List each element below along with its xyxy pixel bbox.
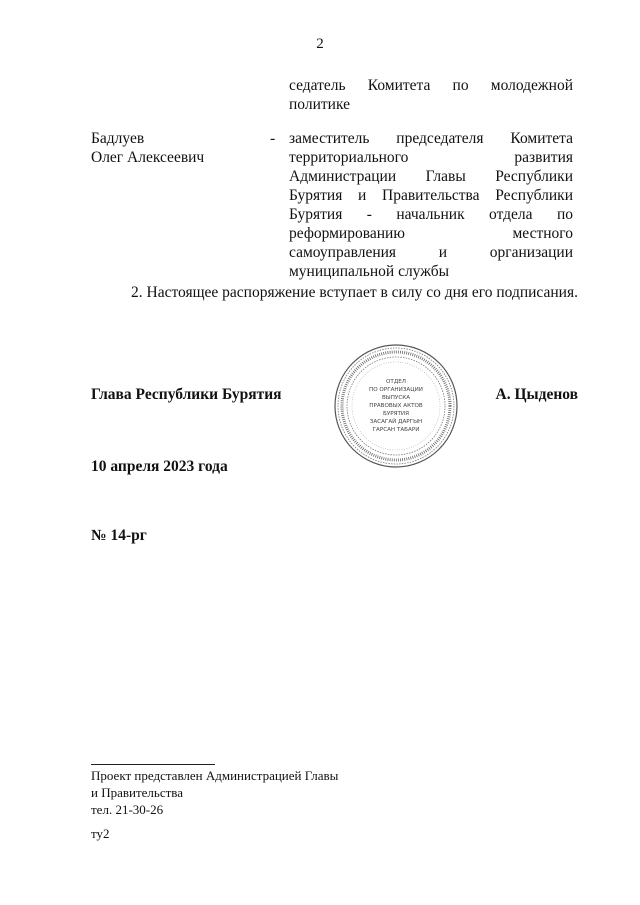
member-name (91, 129, 204, 167)
seal-line: ЗАСАГАЙ ДАРГЫН (369, 419, 423, 425)
signatory-name: А. Цыденов (495, 386, 578, 403)
member-given-names: Олег Алексеевич (91, 149, 205, 166)
seal-line: БУРЯТИЯ (383, 411, 409, 417)
footer-line: и Правительства (91, 785, 184, 800)
member-dash: - (270, 130, 276, 147)
seal-graphic (333, 343, 459, 469)
document-date: 10 апреля 2023 года (91, 458, 228, 475)
document-number: № 14-рг (91, 527, 147, 544)
footer-rule (91, 764, 215, 765)
member-surname: Бадлуев (91, 130, 145, 147)
footer-phone: тел. 21-30-26 (91, 802, 164, 817)
member-role: заместитель председателя Комитета территориального развития Администрации Главы Республики Бурятия и Правительства Республики Бурятия - начальник отдела по реформированию местного самоуправления и организации муниципальной службы (289, 130, 573, 280)
document-code: ту2 (91, 826, 110, 841)
seal-line: ВЫПУСКА (381, 395, 411, 401)
signatory-position: Глава Республики Бурятия (91, 386, 282, 403)
continuation-text: седатель Комитета по молодежной политике (289, 77, 573, 113)
official-seal (333, 343, 459, 469)
seal-line: ПО ОРГАНИЗАЦИИ (369, 387, 423, 393)
page-number: 2 (316, 36, 324, 52)
seal-line: ГАРСАН ТАБАРИ (372, 427, 420, 433)
footer-note (91, 767, 338, 818)
footer-line: Проект представлен Администрацией Главы (91, 768, 339, 783)
seal-line: ОТДЕЛ (386, 379, 406, 385)
paragraph-2: 2. Настоящее распоряжение вступает в силу со дня его подписания. (131, 284, 578, 301)
seal-line: ПРАВОВЫХ АКТОВ (369, 403, 423, 409)
